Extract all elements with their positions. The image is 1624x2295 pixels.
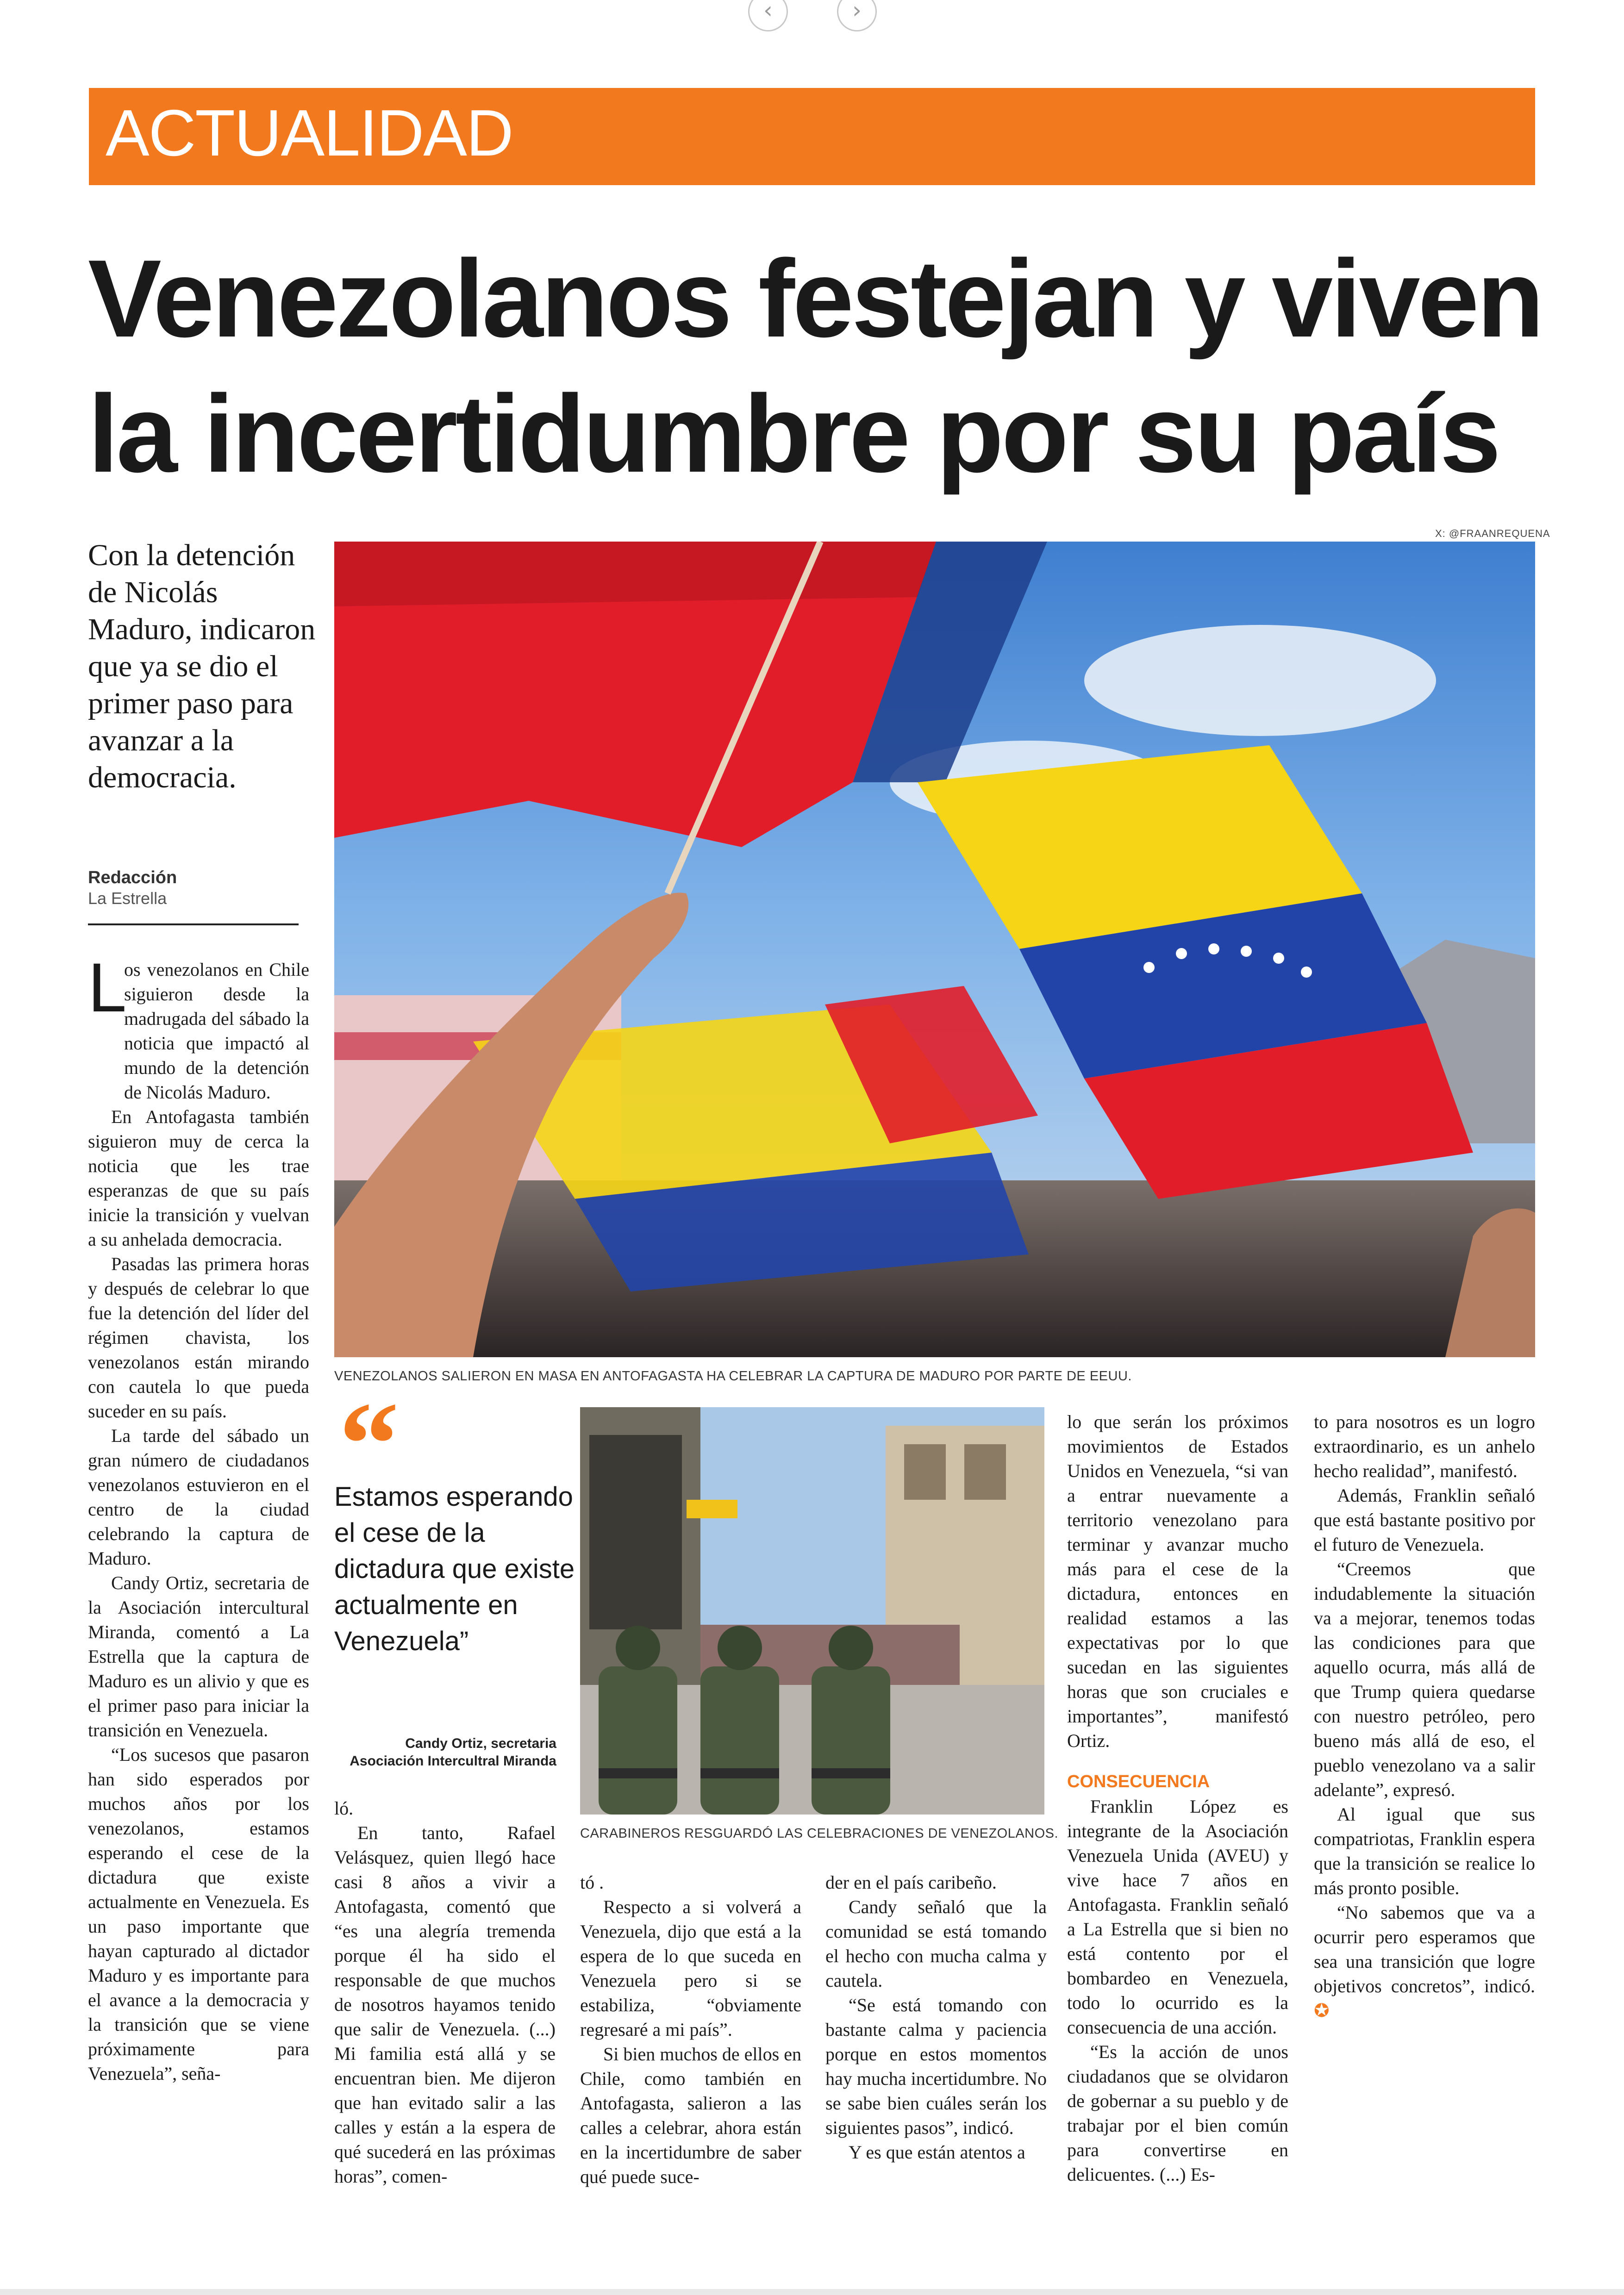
main-photo	[334, 542, 1535, 1357]
paragraph: “Los sucesos que pasaron han sido esperados por muchos años por los venezolanos, estamos esperando el cese de la dictadura que existe actualmente en Venezuela. Es un paso importante que hayan capturado al dictador Maduro y es importante para el avance a la democracia y la transición que se viene próximamente para Venezuela”, seña-	[88, 1744, 309, 2084]
byline-org: La Estrella	[88, 889, 167, 908]
body-column-3	[580, 1870, 801, 2189]
page-bottom-edge	[0, 2289, 1624, 2295]
paragraph: to para nosotros es un logro extraordinario, es un anhelo hecho realidad”, manifestó.	[1314, 1411, 1535, 1481]
prev-page-button[interactable]	[748, 0, 788, 31]
paragraph	[1314, 1900, 1535, 2023]
paragraph: Además, Franklin señaló que está bastante positivo por el futuro de Venezuela.	[1314, 1485, 1535, 1555]
body-column-2	[334, 1796, 556, 2189]
paragraph: “Se está tomando con bastante calma y paciencia porque en estos momentos hay mucha incertidumbre. No se sabe bien cuáles serán los siguientes pasos”, indicó.	[825, 1995, 1047, 2138]
headline-line-2: la incertidumbre por su país	[88, 373, 1499, 495]
paragraph: Respecto a si volverá a Venezuela, dijo que está a la espera de lo que suceda en Venezuela pero si se estabiliza, “obviamente regresaré a mi país”.	[580, 1896, 801, 2040]
end-of-article-icon: ✪	[1314, 2000, 1330, 2021]
paragraph: Si bien muchos de ellos en Chile, como también en Antofagasta, salieron a las calles a celebrar, ahora están en la incertidumbre de saber qué puede suce-	[580, 2044, 801, 2187]
deck: Con la detención de Nicolás Maduro, indicaron que ya se dio el primer paso para avanzar a la democracia.	[88, 538, 316, 794]
paragraph: “Es la acción de unos ciudadanos que se olvidaron de gobernar a su pueblo y de trabajar por el bien común para convertirse en delicuentes. (...) Es-	[1067, 2041, 1288, 2185]
byline-name: Redacción	[88, 868, 177, 887]
headline	[88, 231, 1551, 502]
paragraph: Candy señaló que la comunidad se está tomando el hecho con mucha calma y cautela.	[825, 1896, 1047, 1991]
paragraph: os venezolanos en Chile siguieron desde la madrugada del sábado la noticia que impactó al mundo de la detención de Nicolás Maduro.	[124, 959, 309, 1103]
paragraph: En Antofagasta también siguieron muy de cerca la noticia que les trae esperanzas de que su país inicie la transición y vuelvan a su anhelada democracia.	[88, 1106, 309, 1250]
body-column-1	[88, 948, 309, 2086]
photo-credit: X: @FRAANREQUENA	[1435, 528, 1550, 539]
chevron-left-icon: ‹	[763, 0, 773, 24]
paragraph: Candy Ortiz, secretaria de la Asociación intercultural Miranda, comentó a La Estrella que la captura de Maduro es un alivio y que es el primer paso para iniciar la transición en Venezuela.	[88, 1572, 309, 1740]
pull-quote-attribution-name: Candy Ortiz, secretaria	[405, 1736, 556, 1751]
section-subhead	[1067, 1769, 1288, 1794]
next-page-button[interactable]	[837, 0, 877, 31]
main-photo-caption: VENEZOLANOS SALIERON EN MASA EN ANTOFAGASTA HA CELEBRAR LA CAPTURA DE MADURO POR PARTE DE EEUU.	[334, 1369, 1132, 1384]
paragraph: lo que serán los próximos movimientos de Estados Unidos en Venezuela, “si van a entrar nuevamente a territorio venezolano para terminar y avanzar mucho más para el cese de la dictadura, entonces en realidad estamos a las expectativas por lo que sucedan en las siguientes horas que son cruciales e importantes”, manifestó Ortiz.	[1067, 1411, 1288, 1751]
headline-line-1: Venezolanos festejan y viven	[88, 237, 1542, 360]
quote-mark-icon: “	[339, 1378, 399, 1511]
body-column-5	[1067, 1409, 1288, 2187]
byline-divider	[88, 923, 299, 925]
pull-quote-attribution	[334, 1735, 556, 1770]
paragraph: En tanto, Rafael Velásquez, quien llegó hace casi 8 años a vivir a Antofagasta, comentó que “es una alegría tremenda porque él ha sido el responsable de que muchos de nosotros hayamos tenido que salir de Venezuela. (...) Mi familia está allá y se encuentran bien. Me dijeron que han evitado salir a las calles y están a la espera de qué sucederá en las próximas horas”, comen-	[334, 1822, 556, 2187]
second-photo-caption: CARABINEROS RESGUARDÓ LAS CELEBRACIONES DE VENEZOLANOS.	[580, 1826, 1059, 1841]
paragraph: Al igual que sus compatriotas, Franklin espera que la transición se realice lo más pronto posible.	[1314, 1804, 1535, 1898]
section-label: ACTUALIDAD	[106, 96, 513, 170]
paragraph: Franklin López es integrante de la Asociación Venezuela Unida (AVEU) y vive hace 7 años en Antofagasta. Franklin señaló a La Estrella que si bien no está contento por el bombardeo en Venezuela, todo lo ocurrido es la consecuencia de una acción.	[1067, 1796, 1288, 2038]
paragraph-text: “No sabemos que va a ocurrir pero esperamos que sea una transición que logre objetivos concretos”, indicó.	[1314, 1902, 1535, 1996]
paragraph: ló.	[334, 1798, 354, 1819]
body-column-4	[825, 1870, 1047, 2164]
paragraph: “Creemos que indudablemente la situación va a mejorar, tenemos todas las condiciones para que aquello ocurra, más allá de que Trump quiera quedarse con nuestro petróleo, pero bueno más allá de eso, el pueblo venezolano va a salir adelante”, expresó.	[1314, 1559, 1535, 1800]
paragraph: tó .	[580, 1872, 604, 1893]
paragraph: Y es que están atentos a	[849, 2142, 1025, 2163]
subhead-consecuencia: CONSECUENCIA	[1067, 1772, 1210, 1791]
pull-quote: Estamos esperando el cese de la dictadura que existe actualmente en Venezuela”	[334, 1482, 575, 1656]
pull-quote-attribution-org: Asociación Intercultral Miranda	[350, 1753, 556, 1769]
paragraph: Pasadas las primera horas y después de celebrar lo que fue la detención del líder del régimen chavista, los venezolanos están mirando con cautela lo que pueda suceder en su país.	[88, 1254, 309, 1422]
drop-cap: L	[88, 948, 127, 1026]
paragraph: der en el país caribeño.	[825, 1872, 997, 1893]
second-photo	[580, 1407, 1044, 1815]
chevron-right-icon: ›	[852, 0, 862, 24]
paragraph: La tarde del sábado un gran número de ciudadanos venezolanos estuvieron en el centro de la ciudad celebrando la captura de Maduro.	[88, 1425, 309, 1569]
body-column-6	[1314, 1409, 1535, 2023]
